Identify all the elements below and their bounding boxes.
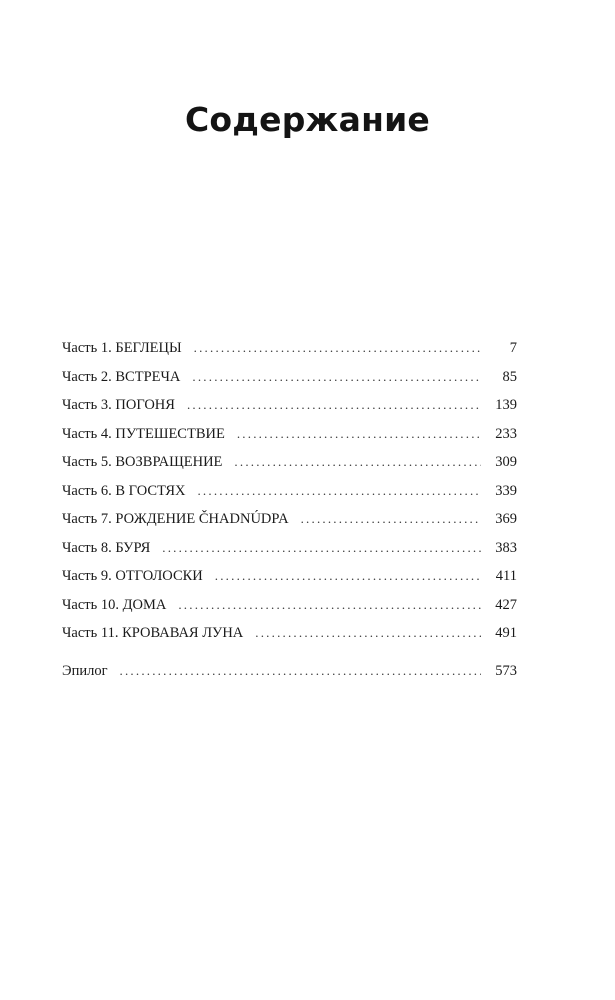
toc-entry-page: 85 — [502, 368, 517, 385]
toc-entry-page: 411 — [495, 568, 517, 584]
toc-entry-part-11[interactable] — [62, 625, 517, 654]
toc-entry-part-5[interactable] — [62, 454, 517, 483]
toc-entry-epilogue[interactable] — [62, 663, 517, 692]
toc-leader-dots — [178, 597, 481, 613]
toc-leader-dots — [192, 369, 481, 385]
toc-entry-label: Часть 10. ДОМА — [62, 596, 167, 613]
toc-entry-part-1[interactable] — [62, 340, 517, 369]
toc-leader-dots — [234, 454, 481, 470]
toc-entry-page: 309 — [495, 454, 517, 470]
toc-entry-page: 139 — [495, 397, 517, 413]
toc-leader-dots — [215, 568, 481, 584]
toc-entry-page: 369 — [495, 511, 517, 527]
toc-entry-label: Часть 6. В ГОСТЯХ — [62, 482, 186, 499]
toc-entry-part-2[interactable] — [62, 369, 517, 398]
toc-leader-dots — [120, 663, 481, 679]
table-of-contents — [62, 340, 517, 691]
toc-leader-dots — [237, 426, 481, 442]
toc-entry-part-8[interactable] — [62, 540, 517, 569]
toc-entry-part-10[interactable] — [62, 597, 517, 626]
toc-entry-part-6[interactable] — [62, 483, 517, 512]
toc-leader-dots — [255, 625, 481, 641]
toc-entry-part-3[interactable] — [62, 397, 517, 426]
toc-entry-page: 339 — [495, 482, 517, 499]
toc-entry-label: Часть 9. ОТГОЛОСКИ — [62, 568, 203, 584]
toc-entry-label: Часть 11. КРОВАВАЯ ЛУНА — [62, 625, 244, 641]
page-title: Содержание — [185, 100, 430, 139]
toc-entry-page: 383 — [495, 539, 517, 556]
toc-entry-label: Часть 7. РОЖДЕНИЕ ČHADNÚDPA — [62, 511, 289, 527]
toc-entry-page: 427 — [495, 596, 517, 613]
toc-leader-dots — [187, 397, 481, 413]
toc-entry-page: 7 — [509, 340, 517, 356]
toc-entry-label: Часть 3. ПОГОНЯ — [62, 397, 175, 413]
toc-leader-dots — [197, 483, 481, 499]
toc-entry-page: 573 — [495, 662, 517, 679]
toc-leader-dots — [301, 511, 481, 527]
toc-entry-label: Часть 5. ВОЗВРАЩЕНИЕ — [62, 454, 223, 470]
toc-entry-label: Эпилог — [62, 662, 108, 679]
toc-entry-label: Часть 2. ВСТРЕЧА — [62, 368, 181, 385]
toc-entry-label: Часть 8. БУРЯ — [62, 539, 151, 556]
toc-entry-part-7[interactable] — [62, 511, 517, 540]
toc-entry-page: 233 — [495, 425, 517, 442]
toc-entry-part-9[interactable] — [62, 568, 517, 597]
toc-entry-label: Часть 1. БЕГЛЕЦЫ — [62, 340, 182, 356]
toc-entry-label: Часть 4. ПУТЕШЕСТВИЕ — [62, 425, 225, 442]
toc-entry-page: 491 — [495, 625, 517, 641]
toc-leader-dots — [162, 540, 481, 556]
toc-entry-part-4[interactable] — [62, 426, 517, 455]
toc-leader-dots — [194, 340, 481, 356]
